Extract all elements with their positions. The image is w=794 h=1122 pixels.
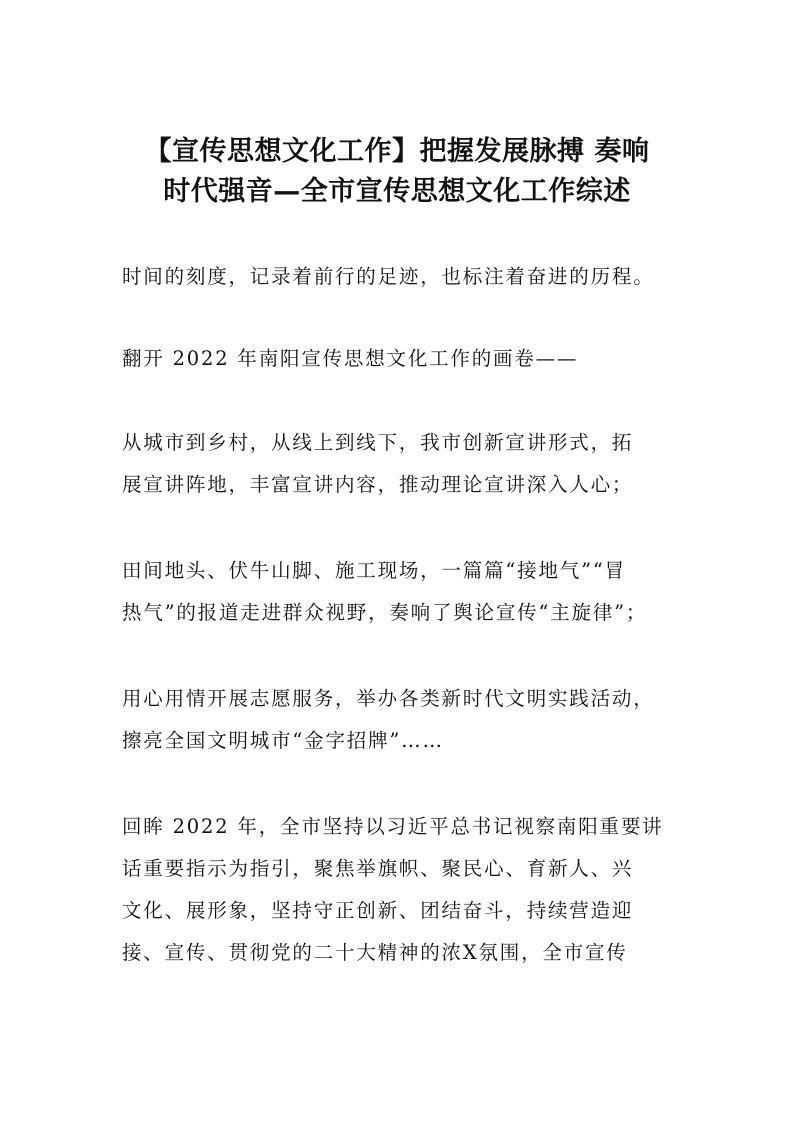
paragraph-line: 从城市到乡村，从线上到线下，我市创新宣讲形式，拓 — [122, 431, 634, 454]
paragraph-3 — [122, 422, 682, 506]
paragraph-line: 展宣讲阵地，丰富宣讲内容，推动理论宣讲深入人心； — [122, 473, 634, 496]
document-title — [60, 132, 734, 212]
paragraph-1 — [122, 256, 682, 298]
paragraph-4 — [122, 550, 682, 634]
paragraph-line: 翻开 2022 年南阳宣传思想文化工作的画卷—— — [122, 347, 579, 370]
title-line-2: 时代强音—全市宣传思想文化工作综述 — [163, 176, 631, 207]
title-line-1: 【宣传思想文化工作】把握发展脉搏 奏响 — [144, 136, 650, 167]
paragraph-6 — [122, 806, 682, 974]
paragraph-line: 回眸 2022 年，全市坚持以习近平总书记视察南阳重要讲 — [122, 815, 664, 838]
paragraph-line: 热气”的报道走进群众视野，奏响了舆论宣传“主旋律”； — [122, 601, 648, 624]
paragraph-line: 接、宣传、贯彻党的二十大精神的浓X氛围，全市宣传 — [122, 941, 628, 964]
paragraph-line: 田间地头、伏牛山脚、施工现场，一篇篇“接地气”“冒 — [122, 559, 626, 582]
paragraph-line: 擦亮全国文明城市“金字招牌”…… — [122, 729, 444, 752]
paragraph-line: 文化、展形象，坚持守正创新、团结奋斗，持续营造迎 — [122, 899, 634, 922]
paragraph-2 — [122, 338, 682, 380]
paragraph-5 — [122, 678, 682, 762]
paragraph-line: 时间的刻度，记录着前行的足迹，也标注着奋进的历程。 — [122, 265, 655, 288]
paragraph-line: 话重要指示为指引，聚焦举旗帜、聚民心、育新人、兴 — [122, 857, 634, 880]
paragraph-line: 用心用情开展志愿服务，举办各类新时代文明实践活动， — [122, 687, 655, 710]
